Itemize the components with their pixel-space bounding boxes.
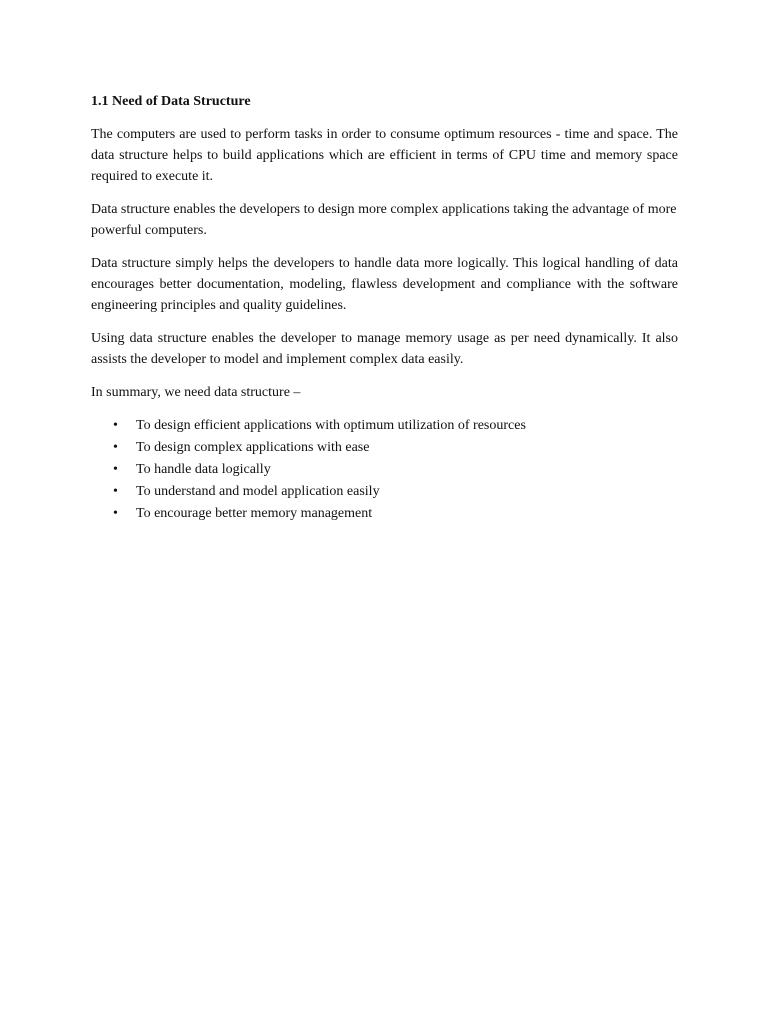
paragraph-intro: The computers are used to perform tasks in order to consume optimum resources - time and space. The data structure helps to build applications which are efficient in terms of CPU time and memory space required to execute it. (91, 127, 678, 184)
list-item (91, 459, 678, 481)
document-content (91, 92, 678, 525)
list-item-text: To encourage better memory management (136, 506, 373, 521)
summary-bullet-list (91, 415, 678, 525)
list-item-text: To handle data logically (136, 462, 271, 477)
paragraph-memory-usage: Using data structure enables the developer to manage memory usage as per need dynamically. It also assists the developer to model and implement complex data easily. (91, 331, 678, 367)
bullet-icon: • (113, 418, 118, 433)
list-item (91, 415, 678, 437)
list-item-text: To design complex applications with ease (136, 440, 370, 455)
list-item (91, 481, 678, 503)
bullet-icon: • (113, 462, 118, 477)
paragraph-logical-handling: Data structure simply helps the developers to handle data more logically. This logical handling of data encourages better documentation, modeling, flawless development and compliance with the software engineering principles and quality guidelines. (91, 256, 678, 313)
paragraph-summary: In summary, we need data structure – (91, 385, 301, 400)
paragraph-complex-apps: Data structure enables the developers to design more complex applications taking the advantage of more powerful computers. (91, 202, 677, 238)
section-heading: 1.1 Need of Data Structure (91, 94, 251, 109)
list-item-text: To design efficient applications with optimum utilization of resources (136, 418, 526, 433)
bullet-icon: • (113, 484, 118, 499)
list-item-text: To understand and model application easily (136, 484, 380, 499)
list-item (91, 437, 678, 459)
bullet-icon: • (113, 440, 118, 455)
list-item (91, 503, 678, 525)
bullet-icon: • (113, 506, 118, 521)
